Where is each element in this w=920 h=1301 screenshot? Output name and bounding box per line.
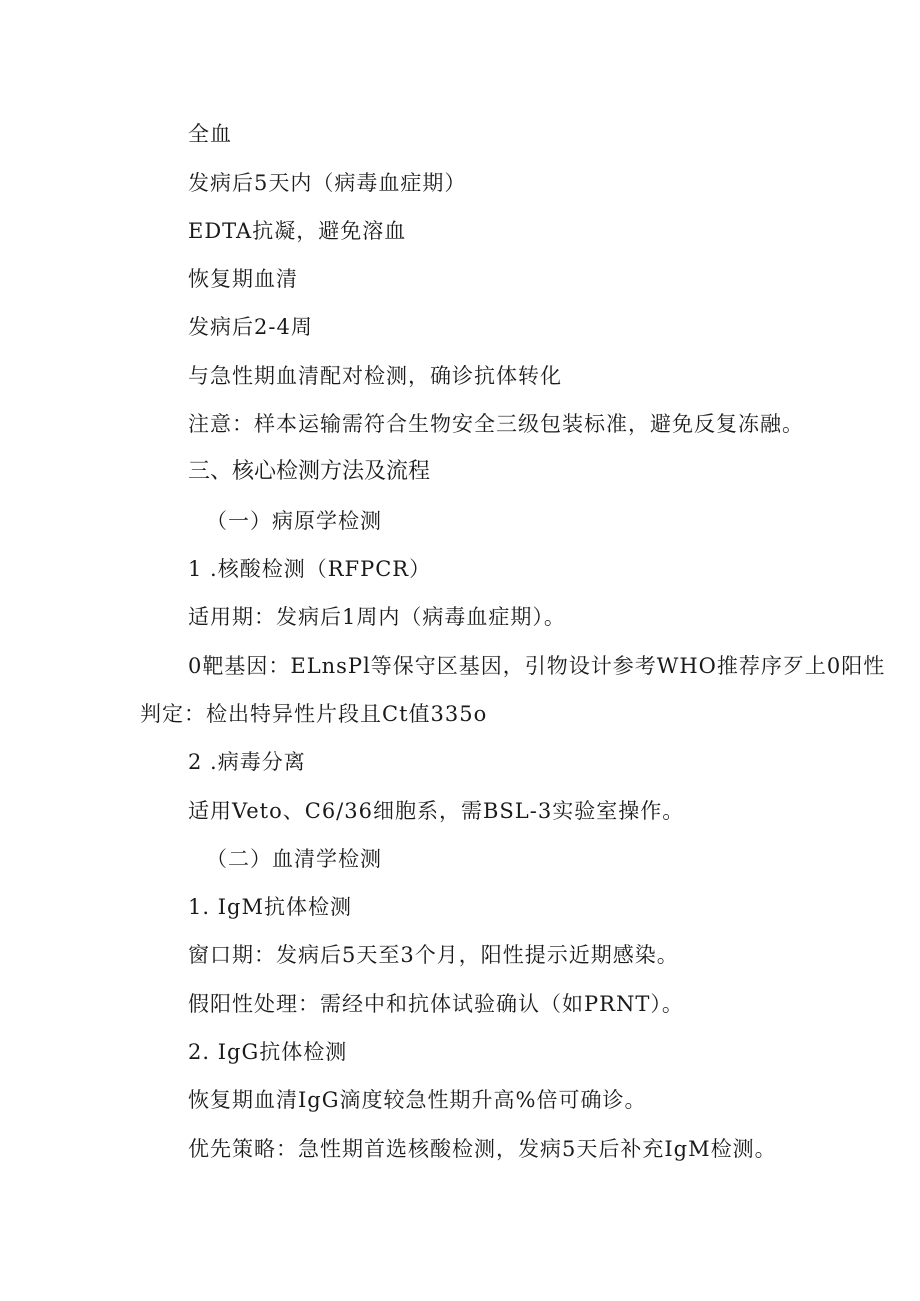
text-line: 与急性期血清配对检测，确诊抗体转化: [188, 364, 562, 388]
item-heading: 1 .核酸检测（RFPCR）: [188, 557, 432, 581]
item-heading: 2 .病毒分离: [188, 750, 306, 774]
section-heading: 三、核心检测方法及流程: [188, 459, 431, 484]
text-line: 全血: [188, 122, 232, 146]
text-line-continuation: 判定：检出特异性片段且Ct值335o: [140, 702, 488, 726]
subsection-heading: （二）血清学检测: [206, 847, 382, 871]
text-line: 0靶基因：ELnsPl等保守区基因，引物设计参考WHO推荐序歹上0阳性: [188, 654, 886, 678]
text-line: 适用期：发病后1周内（病毒血症期）。: [188, 605, 566, 629]
item-heading: 1. IgM抗体检测: [188, 895, 352, 919]
text-line: EDTA抗凝，避免溶血: [188, 219, 407, 243]
text-line: 恢复期血清IgG滴度较急性期升高%倍可确诊。: [188, 1088, 647, 1112]
item-heading: 2. IgG抗体检测: [188, 1040, 348, 1064]
text-line: 假阳性处理：需经中和抗体试验确认（如PRNT）。: [188, 992, 684, 1016]
subsection-heading: （一）病原学检测: [206, 509, 382, 533]
note-line: 注意：样本运输需符合生物安全三级包装标准，避免反复冻融。: [188, 412, 804, 436]
text-line: 窗口期：发病后5天至3个月，阳性提示近期感染。: [188, 943, 679, 967]
text-line: 适用Veto、C6/36细胞系，需BSL-3实验室操作。: [188, 799, 685, 823]
text-line: 发病后5天内（病毒血症期）: [188, 171, 467, 195]
text-line: 恢复期血清: [188, 267, 298, 291]
text-line: 发病后2-4周: [188, 315, 313, 339]
text-line: 优先策略：急性期首选核酸检测，发病5天后补充IgM检测。: [188, 1137, 777, 1161]
